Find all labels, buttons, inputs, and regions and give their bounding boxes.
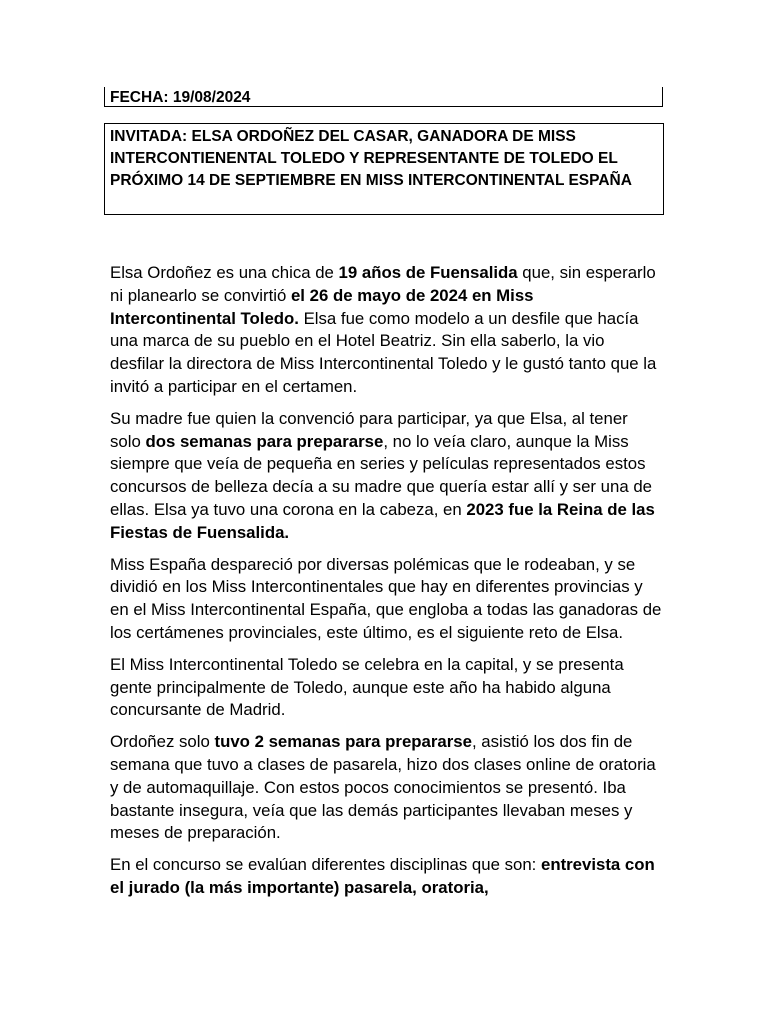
text-run: Elsa fue como modelo a un desfile que hacía una marca de su pueblo en el Hotel Beatriz. Sin ella saberlo, la vio desfilar la directora de Miss Intercontinental Toledo y le gustó tanto que la invitó a participar en el certamen.	[110, 308, 657, 396]
text-run: , asistió los dos fin de semana que tuvo a clases de pasarela, hizo dos clases online de oratoria y de automaquillaje. Con estos pocos conocimientos se presentó. Iba bastante insegura, veía que las demás participantes llevaban meses y meses de preparación.	[110, 732, 656, 843]
paragraph-3	[110, 554, 662, 645]
date-box	[104, 87, 663, 107]
paragraph-5	[110, 731, 662, 845]
text-run: , no lo veía claro, aunque la Miss siempre que veía de pequeña en series y películas representados estos concursos de belleza decía a su madre que quería estar allí y ser una de ellas. Elsa ya tuvo una corona en la cabeza, en	[110, 431, 652, 519]
paragraph-6	[110, 854, 662, 900]
bold-run: el 26 de mayo de 2024 en Miss Intercontinental Toledo.	[110, 285, 534, 328]
bold-run: tuvo 2 semanas para prepararse	[214, 732, 472, 752]
text-run: que, sin esperarlo ni planearlo se convirtió	[110, 263, 656, 305]
guest-text: INVITADA: ELSA ORDOÑEZ DEL CASAR, GANADORA DE MISS INTERCONTIENENTAL TOLEDO Y REPRESENTANTE DE TOLEDO EL PRÓXIMO 14 DE SEPTIEMBRE EN MISS INTERCONTINENTAL ESPAÑA	[110, 128, 632, 189]
text-run: El Miss Intercontinental Toledo se celebra en la capital, y se presenta gente principalmente de Toledo, aunque este año ha habido alguna concursante de Madrid.	[110, 654, 624, 720]
paragraph-1	[110, 262, 662, 399]
text-run: Su madre fue quien la convenció para participar, ya que Elsa, al tener solo	[110, 408, 628, 451]
text-run: En el concurso se evalúan diferentes disciplinas que son:	[110, 855, 541, 875]
bold-run: dos semanas para prepararse	[145, 431, 384, 451]
date-text: FECHA: 19/08/2024	[110, 89, 251, 106]
bold-run: entrevista con el jurado (la más importante) pasarela, oratoria,	[110, 855, 655, 897]
article-body	[110, 262, 662, 909]
text-run: Miss España despareció por diversas polémicas que le rodeaban, y se dividió en los Miss Intercontinentales que hay en diferentes provincias y en el Miss Intercontinental España, que engloba a todas las ganadoras de los certámenes provinciales, este último, es el siguiente reto de Elsa.	[110, 554, 662, 642]
guest-box	[104, 123, 664, 215]
paragraph-2	[110, 408, 662, 545]
text-run: Ordoñez solo	[110, 732, 215, 752]
bold-run: 2023 fue la Reina de las Fiestas de Fuensalida.	[110, 499, 655, 542]
text-run: Elsa Ordoñez es una chica de	[110, 263, 339, 282]
paragraph-4	[110, 654, 662, 722]
bold-run: 19 años de Fuensalida	[338, 263, 518, 282]
